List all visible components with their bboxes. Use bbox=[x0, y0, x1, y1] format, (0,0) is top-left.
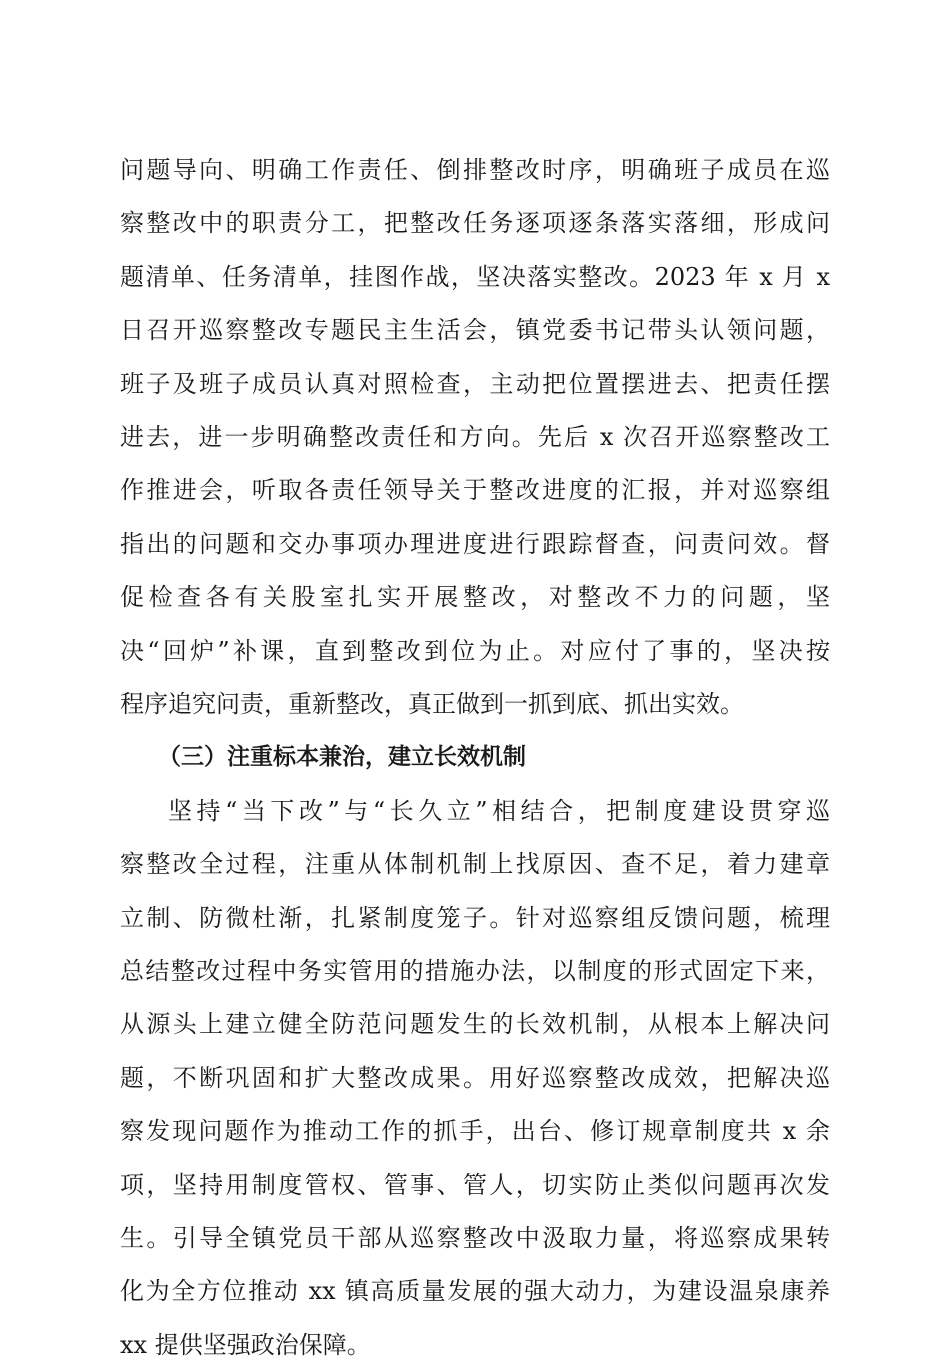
paragraph1-line-7: 作推进会，听取各责任领导关于整改进度的汇报，并对巡察组 bbox=[120, 476, 830, 504]
paragraph1-line-5: 班子及班子成员认真对照检查，主动把位置摆进去、把责任摆 bbox=[120, 370, 830, 398]
paragraph2-line-10: 化为全方位推动 xx 镇高质量发展的强大动力，为建设温泉康养 bbox=[120, 1277, 830, 1305]
paragraph1-line-4: 日召开巡察整改专题民主生活会，镇党委书记带头认领问题， bbox=[120, 316, 830, 344]
paragraph2-line-2: 察整改全过程，注重从体制机制上找原因、查不足，着力建章 bbox=[120, 850, 830, 878]
paragraph1-line-9: 促检查各有关股室扎实开展整改，对整改不力的问题，坚 bbox=[120, 583, 830, 611]
paragraph2-line-3: 立制、防微杜渐，扎紧制度笼子。针对巡察组反馈问题，梳理 bbox=[120, 904, 830, 932]
paragraph1-line-1: 问题导向、明确工作责任、倒排整改时序，明确班子成员在巡 bbox=[120, 156, 830, 184]
paragraph1-line-3: 题清单、任务清单，挂图作战，坚决落实整改。2023 年 x 月 x bbox=[120, 263, 830, 291]
paragraph1-line-8: 指出的问题和交办事项办理进度进行跟踪督查，问责问效。督 bbox=[120, 530, 830, 558]
paragraph1-line-10: 决“回炉”补课，直到整改到位为止。对应付了事的，坚决按 bbox=[120, 637, 830, 665]
paragraph2-line-4: 总结整改过程中务实管用的措施办法，以制度的形式固定下来， bbox=[120, 957, 830, 985]
paragraph2-line-9: 生。引导全镇党员干部从巡察整改中汲取力量，将巡察成果转 bbox=[120, 1224, 830, 1252]
paragraph2-line-11: xx 提供坚强政治保障。 bbox=[120, 1331, 371, 1359]
section-heading: （三）注重标本兼治，建立长效机制 bbox=[158, 744, 526, 770]
paragraph2-line-5: 从源头上建立健全防范问题发生的长效机制，从根本上解决问 bbox=[120, 1010, 830, 1038]
paragraph2-line-6: 题，不断巩固和扩大整改成果。用好巡察整改成效，把解决巡 bbox=[120, 1064, 830, 1092]
paragraph1-line-6: 进去，进一步明确整改责任和方向。先后 x 次召开巡察整改工 bbox=[120, 423, 830, 451]
paragraph1-line-2: 察整改中的职责分工，把整改任务逐项逐条落实落细，形成问 bbox=[120, 209, 830, 237]
paragraph1-line-11: 程序追究问责，重新整改，真正做到一抓到底、抓出实效。 bbox=[120, 690, 744, 718]
paragraph2-line-8: 项，坚持用制度管权、管事、管人，切实防止类似问题再次发 bbox=[120, 1171, 830, 1199]
paragraph2-line-1: 坚持“当下改”与“长久立”相结合，把制度建设贯穿巡 bbox=[168, 797, 830, 825]
paragraph2-line-7: 察发现问题作为推动工作的抓手，出台、修订规章制度共 x 余 bbox=[120, 1117, 830, 1145]
